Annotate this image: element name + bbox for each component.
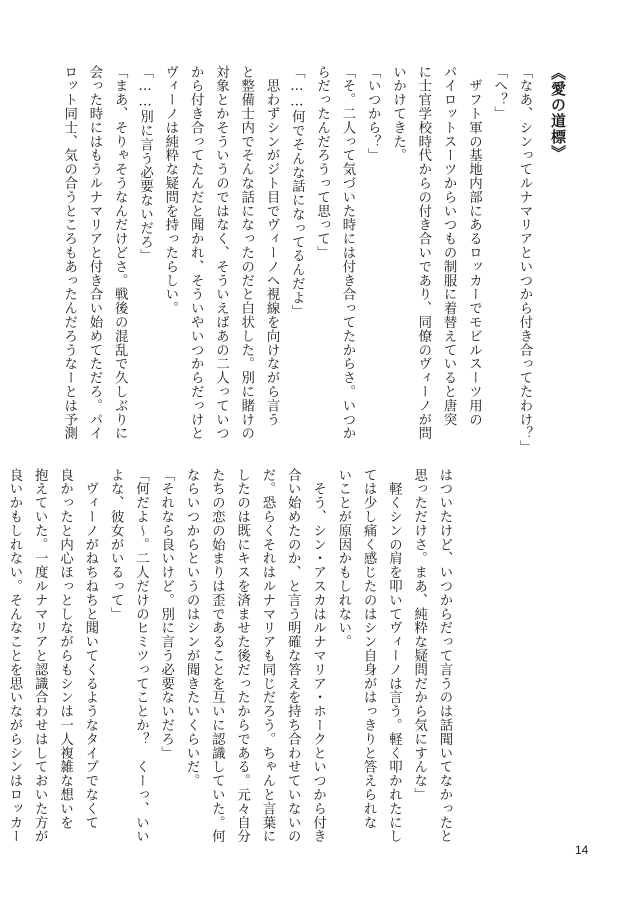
text-line: 「それなら良いけど。別に言う必要ないだろ」	[158, 468, 174, 760]
text-line: だ。恐らくそれはルナマリアも同じだろう。ちゃんと言葉に	[259, 468, 275, 844]
text-line: パイロットスーツからいつもの制服に着替えていると唐突	[441, 65, 457, 427]
text-line: 抱えていた。一度ルナマリアと認識合わせはしておいた方が	[32, 468, 48, 844]
text-line: ヴィーノは純粋な疑問を持ったらしい。	[162, 65, 178, 316]
text-line: 思っただけさ。まあ、純粋な疑問だから気にすんな」	[411, 468, 427, 802]
text-line: ロット同士、気の合うところもあったんだろうなーとは予測	[61, 65, 77, 441]
text-line: 「そ。二人って気づいた時には付き合ってたからさ。いつか	[339, 65, 355, 441]
text-line: いことが原因かもしれない。	[335, 468, 351, 649]
text-line: ては少し痛く感じたのはシン自身がはっきりと答えられな	[361, 468, 377, 830]
text-line: に士官学校時代からの付き合いであり、同僚のヴィーノが問	[415, 65, 431, 441]
text-line: ヴィーノがねちねちと聞いてくるようなタイプでなくて	[82, 468, 98, 830]
chapter-title: 《愛の道標》	[549, 65, 567, 161]
text-line: 合い始めたのか、と言う明確な答えを持ち合わせていないの	[285, 468, 301, 844]
text-line: ザフト軍の基地内部にあるロッカーでモビルスーツ用の	[466, 65, 482, 427]
text-line: はついたけど、いつからだって言うのは話聞いてなかったと	[437, 468, 452, 844]
text-line: から付き合ってたんだと聞かれ、そういやいつからだっけと	[188, 65, 204, 441]
text-line: 「……何でそんな話になってるんだよ」	[289, 65, 305, 319]
text-line: 軽くシンの肩を叩いてヴィーノは言う。軽く叩かれたにし	[386, 468, 402, 844]
text-line: 「まあ、そりゃそうなんだけどさ。戦後の混乱で久しぶりに	[112, 65, 128, 441]
text-line: 「へ？」	[491, 65, 507, 121]
text-line: よな、彼女がいるって」	[108, 468, 124, 621]
text-line: 会った時にはもうルナマリアと付き合い始めてただろ。パイ	[86, 65, 102, 441]
text-line: 良いかもしれない。そんなことを思いながらシンはロッカー	[6, 468, 22, 844]
upper-text-block	[61, 65, 537, 455]
text-line: 「いつから？」	[365, 65, 381, 163]
page-number: 14	[575, 843, 589, 857]
text-line: 対象とかそういうのではなく、そういえばあの二人っていつ	[213, 65, 229, 441]
text-line: と整備士内でそんな話になったのだと白状した。別に賭けの	[238, 65, 254, 441]
text-line: いかけてきた。	[390, 65, 406, 163]
text-line: らだったんだろうって思って」	[314, 65, 330, 260]
text-line: 良かったと内心ほっとしながらもシンは一人複雑な想いを	[57, 468, 73, 830]
text-line: たちの恋の始まりは歪であることを互いに認識していた。何	[209, 468, 225, 844]
text-line: ならいつからというのはシンが聞きたいくらいだ。	[184, 468, 200, 788]
text-line: 思わずシンがジト目でヴィーノへ視線を向けながら言う	[264, 65, 280, 427]
lower-text-block	[6, 468, 457, 844]
text-line: したのは既にキスを済ませた後だったからである。元々自分	[234, 468, 250, 844]
text-line: 「……別に言う必要ないだろ」	[137, 65, 153, 263]
text-line: 「何だよ〜。二人だけのヒミツってことか？ くーっ、いい	[133, 468, 149, 844]
text-line: そう、シン・アスカはルナマリア・ホークといつから付き	[310, 468, 326, 844]
text-line: 「なあ、シンってルナマリアといつから付き合ってたわけ？」	[517, 65, 532, 455]
text-line	[0, 468, 2, 830]
